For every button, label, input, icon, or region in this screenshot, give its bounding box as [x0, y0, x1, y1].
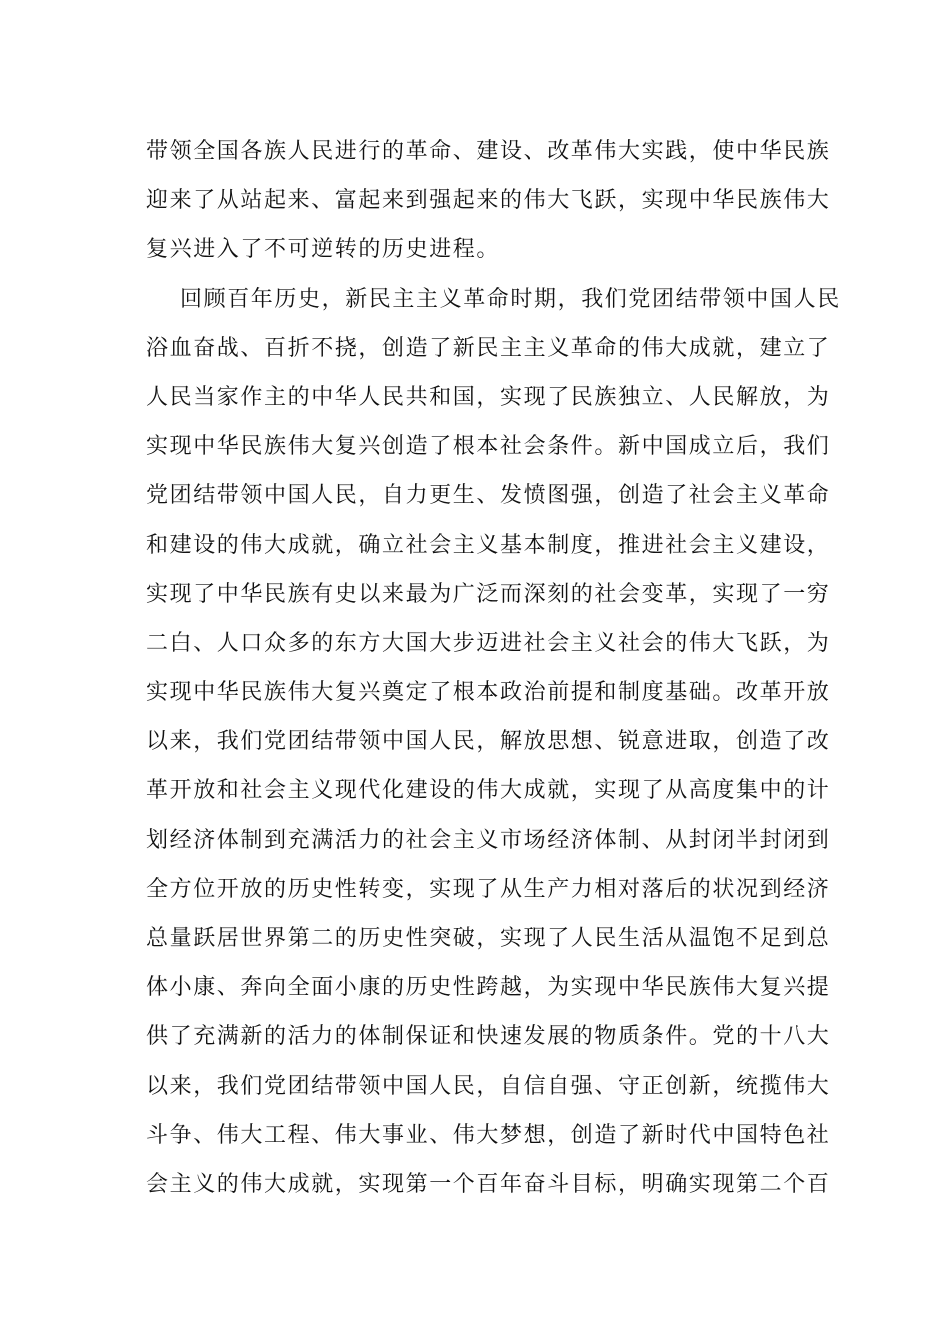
text-line: 划经济体制到充满活力的社会主义市场经济体制、从封闭半封闭到 [146, 827, 831, 853]
text-line: 带领全国各族人民进行的革命、建设、改革伟大实践，使中华民族 [146, 139, 831, 164]
text-line: 浴血奋战、百折不挠，创造了新民主主义革命的伟大成就，建立了 [146, 335, 831, 361]
text-line: 以来，我们党团结带领中国人民，解放思想、锐意进取，创造了改 [146, 729, 831, 755]
text-line: 实现中华民族伟大复兴奠定了根本政治前提和制度基础。改革开放 [146, 680, 831, 706]
text-line: 体小康、奔向全面小康的历史性跨越，为实现中华民族伟大复兴提 [146, 975, 831, 1001]
text-line: 实现中华民族伟大复兴创造了根本社会条件。新中国成立后，我们 [146, 434, 831, 460]
paragraph-1 [146, 127, 831, 275]
text-line: 供了充满新的活力的体制保证和快速发展的物质条件。党的十八大 [146, 1024, 831, 1050]
text-line: 二白、人口众多的东方大国大步迈进社会主义社会的伟大飞跃，为 [146, 630, 831, 656]
text-line: 总量跃居世界第二的历史性突破，实现了人民生活从温饱不足到总 [146, 926, 831, 951]
text-line: 复兴进入了不可逆转的历史进程。 [146, 237, 501, 263]
text-line: 实现了中华民族有史以来最为广泛而深刻的社会变革，实现了一穷 [146, 581, 831, 607]
text-line: 斗争、伟大工程、伟大事业、伟大梦想，创造了新时代中国特色社 [146, 1122, 831, 1148]
text-line: 党团结带领中国人民，自力更生、发愤图强，创造了社会主义革命 [146, 483, 831, 509]
text-line: 和建设的伟大成就，确立社会主义基本制度，推进社会主义建设， [146, 532, 831, 558]
text-line: 全方位开放的历史性转变，实现了从生产力相对落后的状况到经济 [146, 876, 831, 902]
text-line: 会主义的伟大成就，实现第一个百年奋斗目标，明确实现第二个百 [146, 1171, 831, 1197]
text-line: 人民当家作主的中华人民共和国，实现了民族独立、人民解放，为 [146, 384, 831, 410]
paragraph-2 [146, 275, 841, 1210]
text-line: 以来，我们党团结带领中国人民，自信自强、守正创新，统揽伟大 [146, 1073, 831, 1099]
text-line: 革开放和社会主义现代化建设的伟大成就，实现了从高度集中的计 [146, 778, 831, 804]
text-line: 迎来了从站起来、富起来到强起来的伟大飞跃，实现中华民族伟大 [146, 188, 831, 214]
body-text [146, 127, 841, 1209]
text-line: 回顾百年历史，新民主主义革命时期，我们党团结带领中国人民 [180, 286, 841, 312]
